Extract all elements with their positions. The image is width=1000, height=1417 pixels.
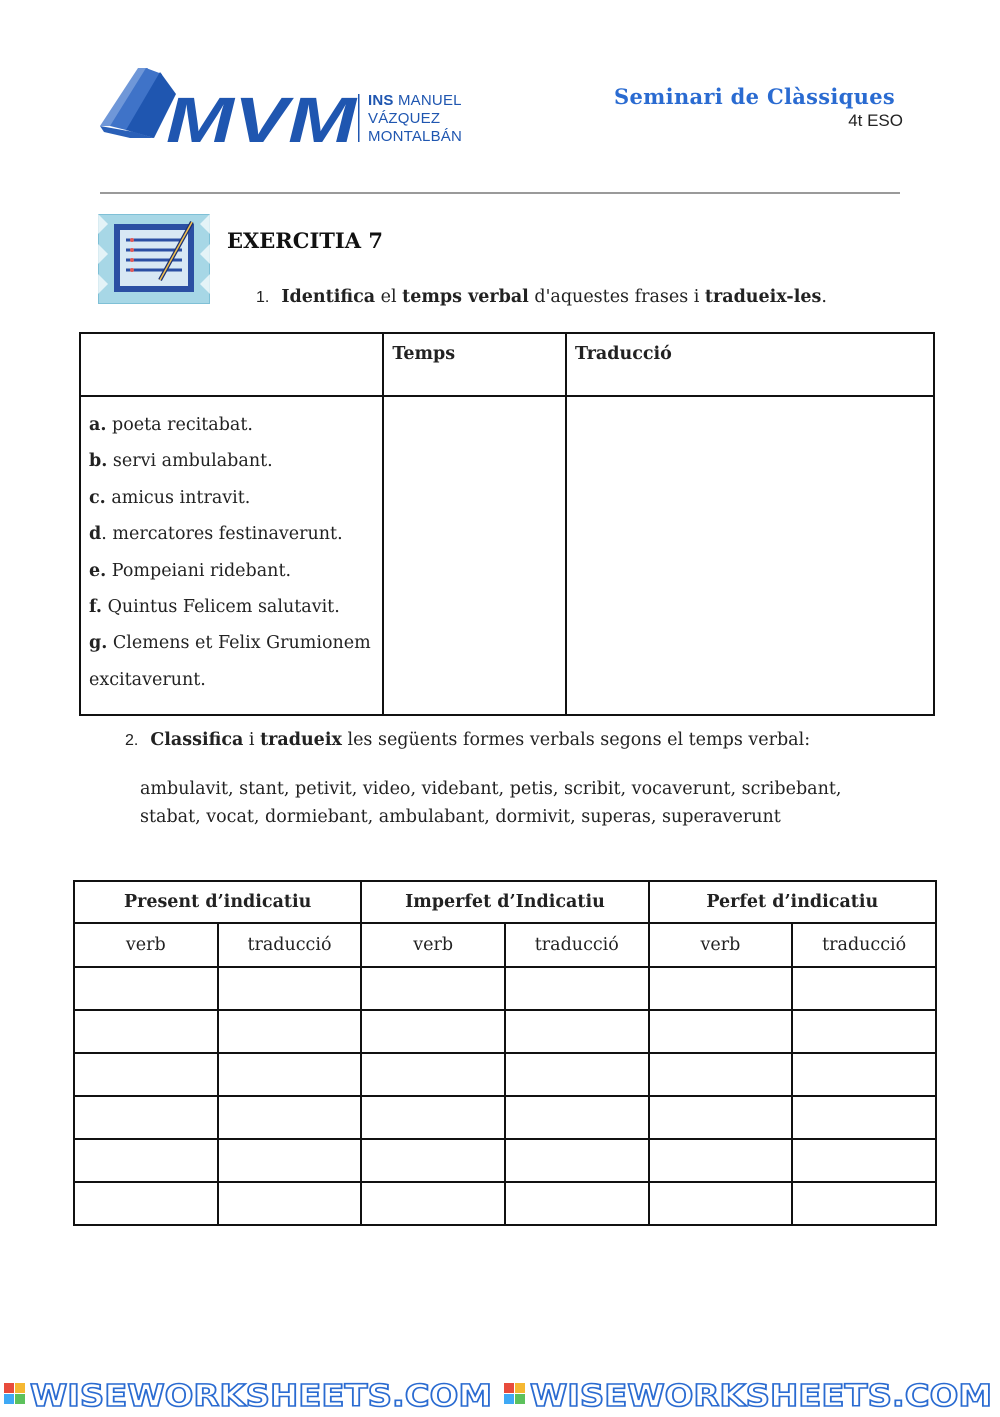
- subheader-row: [74, 923, 936, 967]
- table-header-row: [80, 333, 934, 396]
- table-row: [74, 1010, 936, 1053]
- answer-cell-traduccio[interactable]: [566, 396, 934, 715]
- school-name-line1: MANUEL: [397, 92, 462, 109]
- table-body-row: [80, 396, 934, 715]
- verb-answer-cell[interactable]: [361, 967, 505, 1010]
- subheader-translation: traducció: [218, 923, 362, 967]
- translation-answer-cell[interactable]: [792, 967, 936, 1010]
- tense-translation-table: [79, 332, 935, 716]
- translation-answer-cell[interactable]: [218, 967, 362, 1010]
- sentence-item: [89, 625, 374, 661]
- verb-answer-cell[interactable]: [74, 1182, 218, 1225]
- school-name-bold: INS: [368, 92, 394, 109]
- table-row: [74, 967, 936, 1010]
- notebook-icon: [98, 214, 210, 304]
- sentence-item: [89, 662, 374, 698]
- subheader-verb: verb: [649, 923, 793, 967]
- table-row: [74, 1139, 936, 1182]
- translation-answer-cell[interactable]: [792, 1053, 936, 1096]
- subheader-translation: traducció: [505, 923, 649, 967]
- header-cell-traduccio: Traducció: [566, 333, 934, 396]
- q1-part: .: [821, 287, 827, 307]
- sentence-item: [89, 443, 374, 479]
- table-row: [74, 1182, 936, 1225]
- sentence-item: [89, 407, 374, 443]
- verb-answer-cell[interactable]: [649, 1096, 793, 1139]
- verb-answer-cell[interactable]: [74, 1010, 218, 1053]
- verb-answer-cell[interactable]: [74, 967, 218, 1010]
- course-label: 4t ESO: [848, 111, 903, 130]
- verb-answer-cell[interactable]: [361, 1010, 505, 1053]
- verb-answer-cell[interactable]: [649, 1053, 793, 1096]
- q1-part: el: [375, 287, 403, 307]
- exercise-title: EXERCITIA 7: [227, 228, 383, 253]
- q1-part: d'aquestes frases i: [528, 287, 705, 307]
- translation-answer-cell[interactable]: [218, 1010, 362, 1053]
- question-2-number: 2.: [125, 732, 139, 749]
- sentence-letter: g.: [89, 633, 108, 654]
- verb-answer-cell[interactable]: [649, 967, 793, 1010]
- verb-answer-cell[interactable]: [74, 1096, 218, 1139]
- verb-forms-line: ambulavit, stant, petivit, video, videbant, petis, scribit, vocaverunt, scribebant,: [140, 779, 842, 799]
- question-1: [256, 287, 827, 307]
- sentence-letter: d: [89, 524, 102, 545]
- footer-watermark: [0, 1376, 1000, 1413]
- school-name-line2: VÁZQUEZ: [368, 110, 441, 127]
- translation-answer-cell[interactable]: [218, 1182, 362, 1225]
- sentence-item: [89, 516, 374, 552]
- translation-answer-cell[interactable]: [505, 1053, 649, 1096]
- seminar-title: Seminari de Clàssiques: [614, 84, 895, 109]
- sentence-text: Clemens et Felix Grumionem: [107, 633, 371, 654]
- classification-table: [73, 880, 937, 1226]
- question-2: [125, 730, 810, 750]
- sentence-item: [89, 553, 374, 589]
- answer-cell-temps[interactable]: [383, 396, 566, 715]
- school-name-line3: MONTALBÁN: [368, 128, 463, 145]
- sentence-letter: a.: [89, 415, 107, 435]
- sentence-text: Quintus Felicem salutavit.: [102, 597, 340, 618]
- translation-answer-cell[interactable]: [792, 1139, 936, 1182]
- q2-part: tradueix: [260, 730, 342, 750]
- translation-answer-cell[interactable]: [218, 1053, 362, 1096]
- sentence-text: amicus intravit.: [105, 487, 251, 508]
- header-present: Present d’indicatiu: [74, 881, 361, 923]
- q2-part: Classifica: [150, 730, 244, 750]
- verb-answer-cell[interactable]: [361, 1182, 505, 1225]
- subheader-verb: verb: [361, 923, 505, 967]
- question-1-number: 1.: [256, 289, 270, 306]
- tense-header-row: [74, 881, 936, 923]
- translation-answer-cell[interactable]: [505, 1182, 649, 1225]
- sentence-item: [89, 589, 374, 625]
- translation-answer-cell[interactable]: [792, 1182, 936, 1225]
- translation-answer-cell[interactable]: [505, 1010, 649, 1053]
- watermark-logo-icon: [504, 1383, 525, 1404]
- verb-forms-line: stabat, vocat, dormiebant, ambulabant, dormivit, superas, superaverunt: [140, 807, 781, 827]
- sentence-letter: c.: [89, 487, 106, 508]
- q1-part: temps verbal: [402, 287, 529, 307]
- sentence-text: Pompeiani ridebant.: [106, 560, 292, 581]
- header-divider: [100, 192, 900, 194]
- table-row: [74, 1096, 936, 1139]
- watermark-logo-icon: [4, 1383, 25, 1404]
- verb-answer-cell[interactable]: [649, 1182, 793, 1225]
- sentence-list: [80, 396, 383, 715]
- sentence-text: poeta recitabat.: [106, 415, 253, 435]
- subheader-verb: verb: [74, 923, 218, 967]
- translation-answer-cell[interactable]: [792, 1010, 936, 1053]
- watermark-text: WISEWORKSHEETS.COM: [30, 1379, 492, 1413]
- verb-forms-list: [140, 775, 880, 831]
- translation-answer-cell[interactable]: [218, 1096, 362, 1139]
- translation-answer-cell[interactable]: [505, 1096, 649, 1139]
- translation-answer-cell[interactable]: [505, 967, 649, 1010]
- sentence-letter: b.: [89, 451, 108, 472]
- logo-letters: MVM: [166, 84, 359, 148]
- translation-answer-cell[interactable]: [218, 1139, 362, 1182]
- header-imperfect: Imperfet d’Indicatiu: [361, 881, 648, 923]
- verb-answer-cell[interactable]: [649, 1139, 793, 1182]
- header-cell-temps: Temps: [383, 333, 566, 396]
- sentence-letter: f.: [89, 597, 102, 618]
- sentence-item: [89, 480, 374, 516]
- subheader-translation: traducció: [792, 923, 936, 967]
- verb-answer-cell[interactable]: [649, 1010, 793, 1053]
- verb-answer-cell[interactable]: [361, 1139, 505, 1182]
- verb-answer-cell[interactable]: [74, 1139, 218, 1182]
- table-row: [74, 1053, 936, 1096]
- sentence-text: . mercatores festinaverunt.: [101, 524, 343, 545]
- sentence-text: excitaverunt.: [89, 669, 206, 690]
- verb-answer-cell[interactable]: [361, 1053, 505, 1096]
- verb-answer-cell[interactable]: [361, 1096, 505, 1139]
- watermark-text: WISEWORKSHEETS.COM: [530, 1379, 992, 1413]
- sentence-letter: e.: [89, 560, 107, 581]
- sentence-text: servi ambulabant.: [107, 451, 273, 472]
- translation-answer-cell[interactable]: [505, 1139, 649, 1182]
- q1-part: tradueix-les: [704, 287, 822, 307]
- q1-part: Identifica: [281, 287, 376, 307]
- header-cell-empty: [80, 333, 383, 396]
- translation-answer-cell[interactable]: [792, 1096, 936, 1139]
- header-perfect: Perfet d’indicatiu: [649, 881, 936, 923]
- q2-part: i: [243, 730, 261, 750]
- seminar-header: [39, 84, 903, 131]
- verb-answer-cell[interactable]: [74, 1053, 218, 1096]
- q2-part: les següents formes verbals segons el temps verbal:: [341, 730, 811, 750]
